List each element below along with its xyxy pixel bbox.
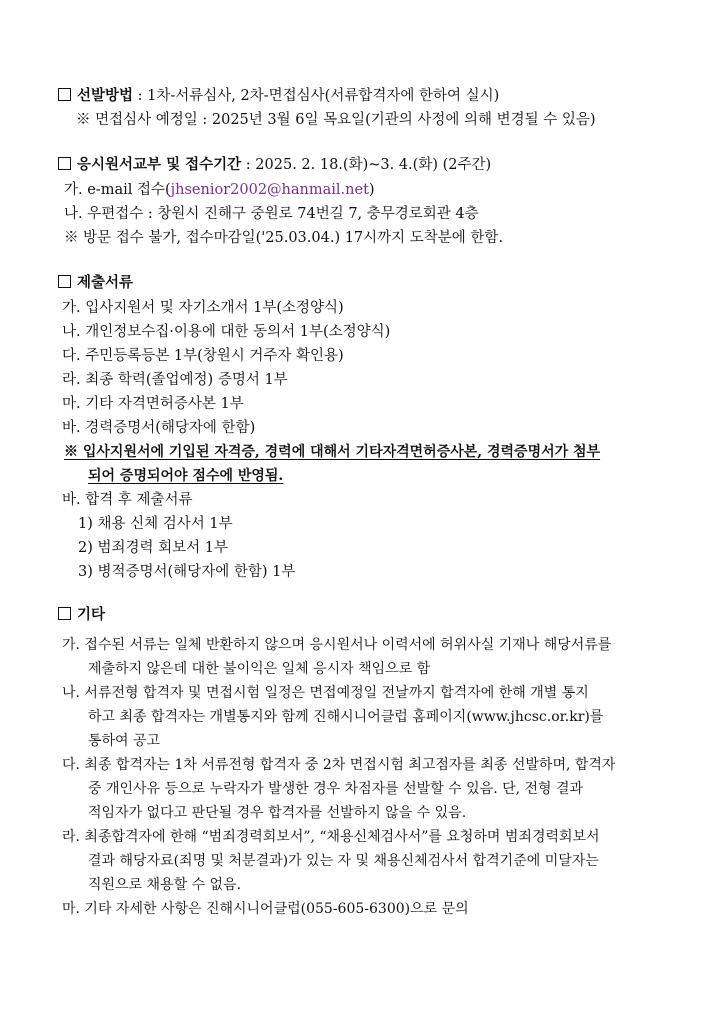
after-pass-item: 2) 범죄경력 회보서 1부: [78, 540, 228, 556]
other-item-e: 마. 기타 자세한 사항은 진해시니어클럽(055-605-6300)으로 문의: [62, 901, 469, 917]
other-item-c-line3: 적임자가 없다고 판단될 경우 합격자를 선발하지 않을 수 있음.: [88, 805, 467, 821]
interview-date-note: ※ 면접심사 예정일 : 2025년 3월 6일 목요일(기관의 사정에 의해 변경될 수 있음): [76, 112, 596, 128]
email-label: 가. e-mail 접수(: [64, 182, 171, 198]
email-submission-line: [64, 180, 375, 200]
section-heading: 응시원서교부 및 접수기간: [77, 156, 242, 173]
document-item: 바. 경력증명서(해당자에 한함): [62, 420, 256, 436]
document-item: 다. 주민등록등본 1부(창원시 거주자 확인용): [62, 348, 344, 364]
section-text: : 2025. 2. 18.(화)~3. 4.(화) (2주간): [241, 157, 492, 173]
document-item: 라. 최종 학력(졸업예정) 증명서 1부: [62, 372, 288, 388]
other-item-d-line2: 결과 해당자료(죄명 및 처분결과)가 있는 자 및 채용신체검사서 합격기준에 미달자는: [88, 853, 599, 869]
section-documents: [58, 273, 133, 293]
postal-submission-line: 나. 우편접수 : 창원시 진해구 중원로 74번길 7, 충무경로회관 4층: [64, 206, 479, 222]
other-item-a-line2: 제출하지 않은데 대한 불이익은 일체 응시자 책임으로 함: [88, 661, 431, 677]
checkbox-square-icon: [58, 275, 71, 288]
other-item-b-line2: 하고 최종 합격자는 개별통지와 함께 진해시니어클럽 홈페이지(www.jhcsc.or.kr)를: [88, 709, 604, 725]
certificate-note-line2: 되어 증명되어야 점수에 반영됨.: [88, 468, 284, 484]
checkbox-square-icon: [58, 157, 71, 170]
other-item-a-line1: 가. 접수된 서류는 일체 반환하지 않으며 응시원서나 이력서에 허위사실 기재나 해당서류를: [62, 637, 612, 653]
document-item: 마. 기타 자격면허증사본 1부: [62, 396, 244, 412]
checkbox-square-icon: [58, 88, 71, 101]
email-address-link[interactable]: jhsenior2002@hanmail.net: [170, 182, 369, 198]
document-item: 가. 입사지원서 및 자기소개서 1부(소정양식): [62, 300, 344, 316]
after-pass-label: 바. 합격 후 제출서류: [62, 492, 193, 508]
other-item-d-line3: 직원으로 채용할 수 없음.: [88, 877, 242, 893]
visit-note: ※ 방문 접수 불가, 접수마감일('25.03.04.) 17시까지 도착분에 한함.: [64, 230, 504, 246]
section-application-period: [58, 155, 491, 175]
other-item-b-line3: 통하여 공고: [88, 733, 161, 749]
after-pass-item: 1) 채용 신체 검사서 1부: [78, 516, 233, 532]
other-item-b-line1: 나. 서류전형 합격자 및 면접시험 일정은 면접예정일 전날까지 합격자에 한해 개별 통지: [62, 685, 589, 701]
certificate-note-line1: ※ 입사지원서에 기입된 자격증, 경력에 대해서 기타자격면허증사본, 경력증명서가 첨부: [64, 444, 601, 460]
section-selection-method: [58, 86, 499, 106]
email-close: ): [368, 182, 375, 198]
section-heading: 기타: [77, 606, 106, 623]
other-item-c-line2: 중 개인사유 등으로 누락자가 발생한 경우 차점자를 선발할 수 있음. 단, 전형 결과: [88, 781, 584, 797]
other-item-d-line1: 라. 최종합격자에 한해 “범죄경력회보서”, “채용신체검사서”를 요청하며 범죄경력회보서: [62, 829, 600, 845]
section-text: : 1차-서류심사, 2차-면접심사(서류합격자에 한하여 실시): [133, 88, 500, 104]
checkbox-square-icon: [58, 607, 71, 620]
section-heading: 선발방법: [77, 87, 134, 104]
section-heading: 제출서류: [77, 274, 134, 291]
section-other: [58, 605, 105, 625]
other-item-c-line1: 다. 최종 합격자는 1차 서류전형 합격자 중 2차 면접시험 최고점자를 최종 선발하며, 합격자: [62, 757, 616, 773]
document-item: 나. 개인정보수집·이용에 대한 동의서 1부(소정양식): [62, 324, 391, 340]
after-pass-item: 3) 병적증명서(해당자에 한함) 1부: [78, 564, 296, 580]
